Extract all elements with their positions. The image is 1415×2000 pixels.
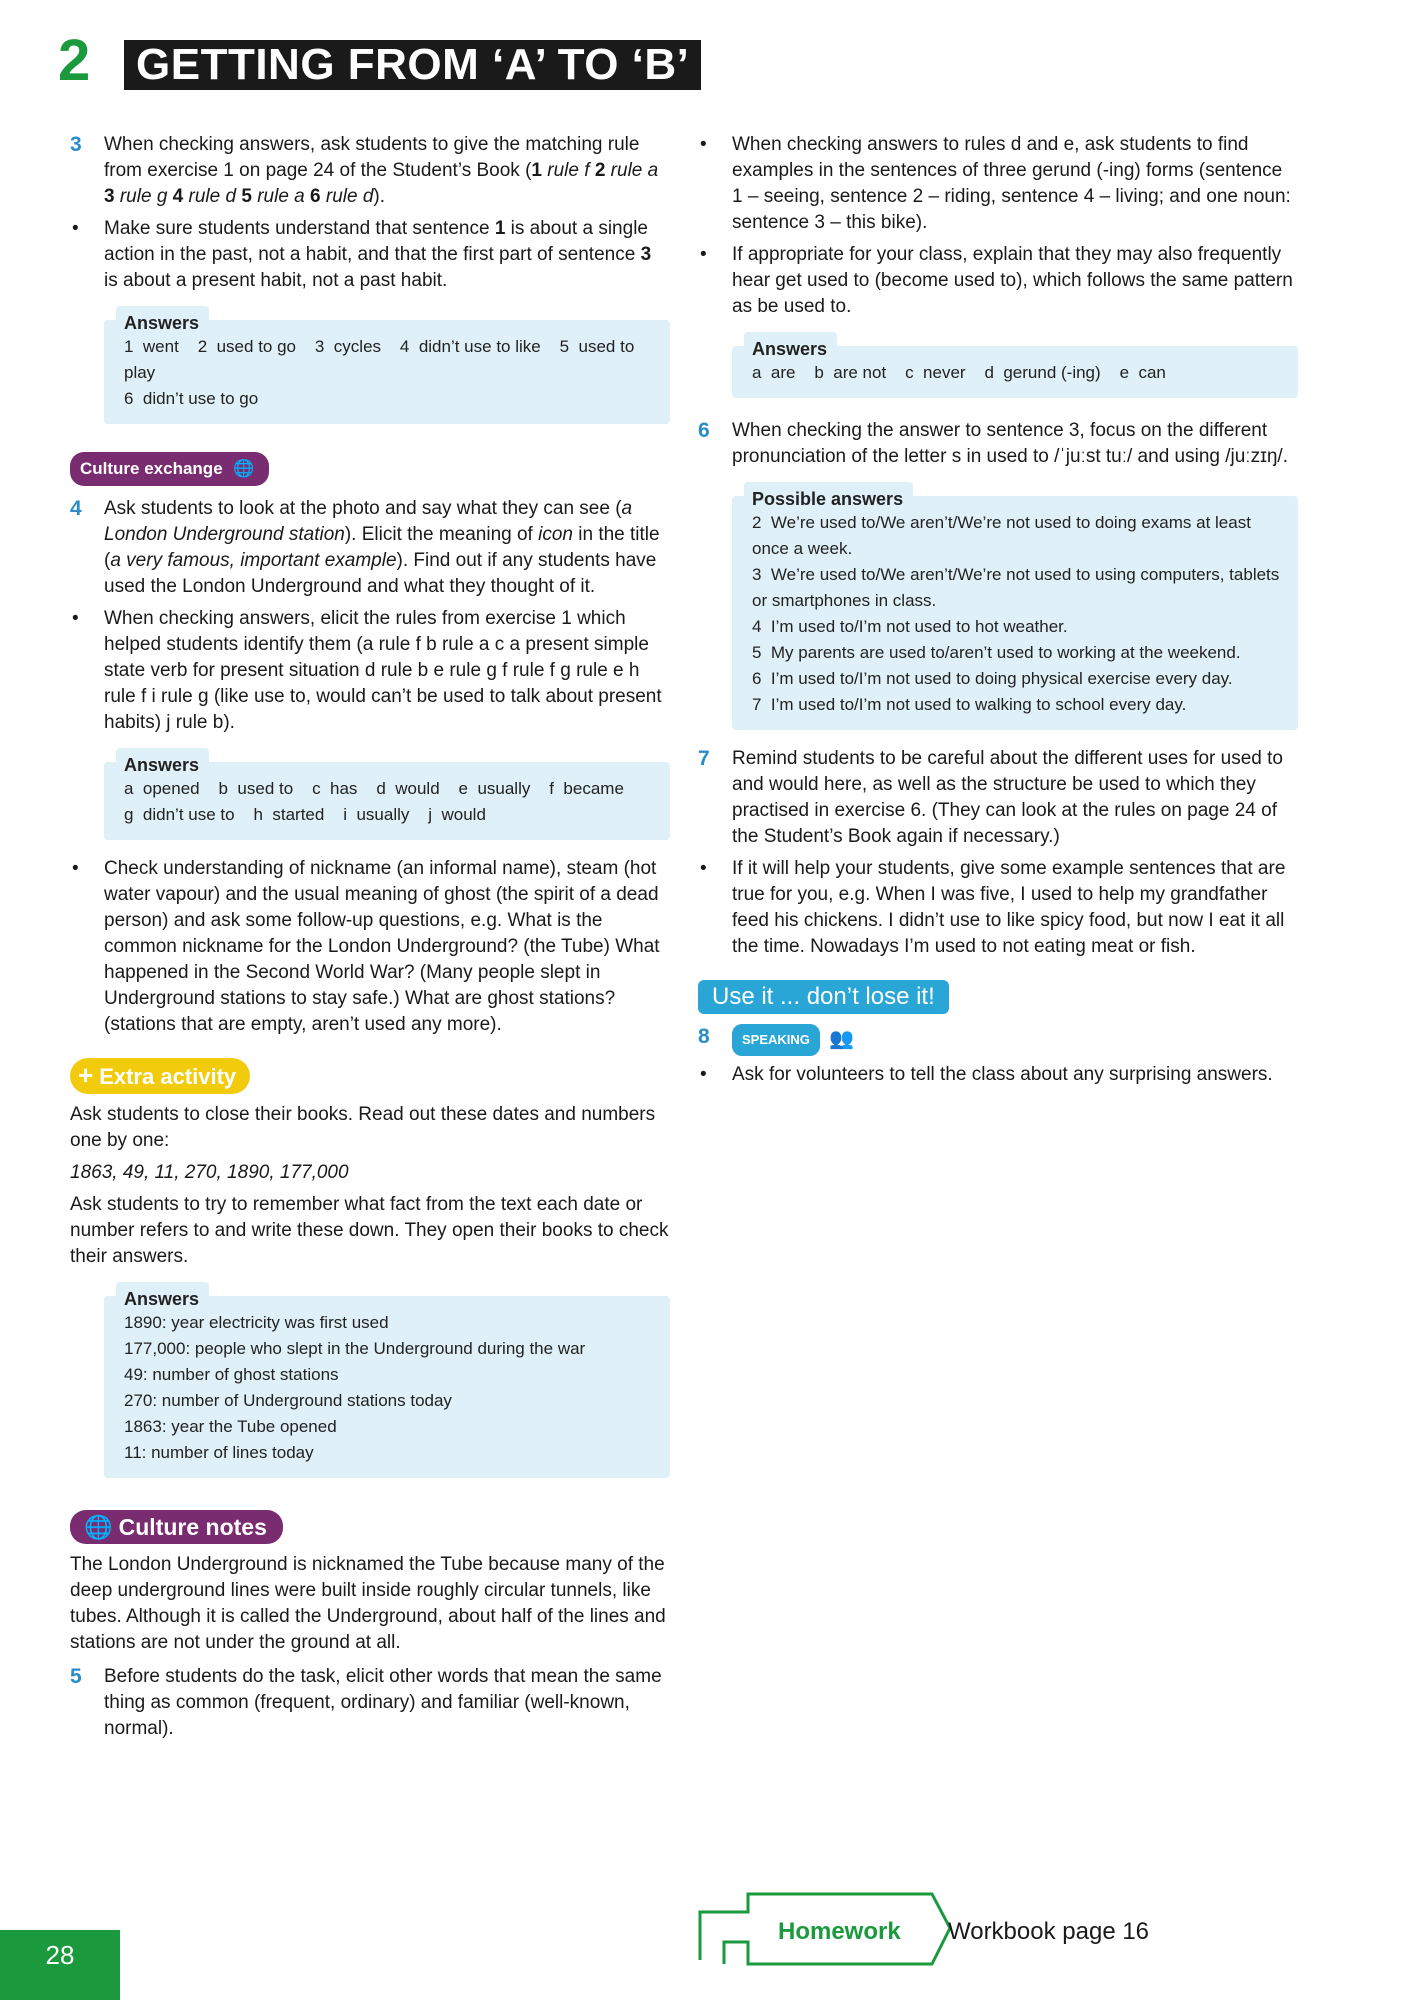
text-fragment: is about a single action in the past, not a habit, and that the first part of sentence (104, 218, 648, 265)
key-rule: rule f (547, 160, 595, 181)
rules-bullet: • If appropriate for your class, explain that they may also frequently hear get used to (become used to), which follows the same pattern as be used to. (698, 242, 1298, 320)
text-fragment: Ask students to look at the photo and say what they can see ( (104, 498, 622, 519)
exercise-number: 5 (70, 1665, 82, 1688)
exercise-6-text: When checking the answer to sentence 3, focus on the different pronunciation of the letter s in used to /ˈjuːst tuː/ and using /juːzɪŋ/. (732, 420, 1288, 467)
text-fragment: 1 (494, 218, 506, 239)
exercise-8-bullet: • Ask for volunteers to tell the class about any surprising answers. (698, 1062, 1298, 1088)
text-fragment: ). Find out if any students have used the London Underground and what they thought of it. (104, 550, 657, 597)
extra-activity-badge (70, 1058, 250, 1094)
text-fragment: icon (538, 524, 573, 545)
answers-line: 49: number of ghost stations (124, 1365, 339, 1384)
answers-title: Possible answers (744, 482, 913, 512)
homework-label: Homework (778, 1918, 901, 1945)
extra-activity-numbers: 1863, 49, 11, 270, 1890, 177,000 (70, 1162, 349, 1183)
answers-box (104, 313, 670, 424)
globe-icon: 🌐 (84, 1514, 113, 1540)
extra-activity-text: Ask students to close their books. Read out these dates and numbers one by one: (70, 1104, 656, 1151)
key-rule: rule a (257, 186, 311, 207)
exercise-4-check: • Check understanding of nickname (an informal name), steam (hot water vapour) and the usual meaning of ghost (the spirit of a dead person) and ask some follow-up questions, e.g. What is the common nickname for the London Underground? (the Tube) What happened in the Second World War? (Many people slept in Underground stations to stay safe.) What are ghost stations? (stations that are empty, aren’t used any more). (70, 856, 670, 1038)
answers-box (104, 1289, 670, 1478)
badge-label: Culture notes (118, 1514, 267, 1540)
exercise-3-bullet (70, 216, 670, 294)
exercise-number: 4 (70, 497, 82, 520)
answers-line: 270: number of Underground stations today (124, 1391, 452, 1410)
answers-title: Answers (744, 332, 837, 362)
culture-exchange-badge (70, 452, 269, 486)
culture-notes-badge (70, 1510, 283, 1544)
key-number: 3 (104, 186, 120, 207)
exercise-number: 8 (698, 1025, 710, 1048)
key-rule: rule d (188, 186, 242, 207)
exercise-7-text: Remind students to be careful about the different uses for used to and would here, as well as the structure be used to which they practised in exercise 6. (They can look at the rules on page 24 of the Student’s Book again if necessary.) (732, 748, 1283, 847)
key-number: 2 (594, 160, 611, 181)
text-fragment: ). Elicit the meaning of (344, 524, 539, 545)
badge-label: Culture exchange (80, 459, 223, 478)
badge-label: Extra activity (99, 1064, 237, 1089)
answers-title: Answers (116, 306, 209, 336)
answers-line: 6 I’m used to/I’m not used to doing physical exercise every day. (752, 669, 1233, 688)
answers-line: 4 I’m used to/I’m not used to hot weather. (752, 617, 1068, 636)
answers-line: 3 We’re used to/We aren’t/We’re not used to using computers, tablets or smartphones in class. (752, 565, 1285, 610)
answers-line: 6 didn’t use to go (124, 389, 259, 408)
extra-activity-text: Ask students to try to remember what fact from the text each date or number refers to and write these down. They open their books to check their answers. (70, 1194, 669, 1267)
answers-title: Answers (116, 1282, 209, 1312)
key-number: 5 (241, 186, 258, 207)
exercise-8 (698, 1024, 1298, 1056)
exercise-number: 3 (70, 133, 82, 156)
answers-line: 11: number of lines today (124, 1443, 314, 1462)
speaking-badge: SPEAKING (732, 1024, 820, 1056)
exercise-number: 7 (698, 747, 710, 770)
speaking-icon: 👥 (829, 1028, 855, 1051)
key-number: 1 (531, 160, 548, 181)
exercise-6 (698, 418, 1298, 470)
key-rule: rule d (325, 186, 374, 207)
answers-line: 1890: year electricity was first used (124, 1313, 389, 1332)
answers-line: a opened b used to c has d would e usually f became (124, 779, 624, 798)
left-column (70, 132, 670, 1748)
text-fragment: a London Underground station (104, 498, 633, 545)
exercise-5-text: Before students do the task, elicit other words that mean the same thing as common (frequent, ordinary) and familiar (well-known, normal). (104, 1666, 662, 1739)
answers-box (732, 489, 1298, 730)
culture-notes-text: The London Underground is nicknamed the Tube because many of the deep underground lines were built inside roughly circular tunnels, like tubes. Although it is called the Underground, about half of the lines and stations are not under the ground at all. (70, 1554, 666, 1653)
answers-line: 2 We’re used to/We aren’t/We’re not used to doing exams at least once a week. (752, 513, 1256, 558)
answers-line: 5 My parents are used to/aren’t used to working at the weekend. (752, 643, 1241, 662)
homework-banner (696, 1890, 1156, 1970)
plus-icon: + (78, 1060, 94, 1090)
answers-line: 7 I’m used to/I’m not used to walking to school every day. (752, 695, 1187, 714)
exercise-7 (698, 746, 1298, 850)
answers-line: 1 went 2 used to go 3 cycles 4 didn’t use to like 5 used to play (124, 337, 640, 382)
unit-title: GETTING FROM ‘A’ TO ‘B’ (124, 40, 701, 90)
answers-box (732, 339, 1298, 398)
key-number: 6 (310, 186, 326, 207)
use-it-badge: Use it ... don’t lose it! (698, 980, 949, 1014)
exercise-4-bullet: • When checking answers, elicit the rules from exercise 1 which helped students identify them (a rule f b rule a c a present simple state verb for present situation d rule b e rule g f rule f g rule e h rule f i rule g (like use to, would can’t be used to talk about present habits) j rule b). (70, 606, 670, 736)
key-rule: rule g (119, 186, 173, 207)
text-fragment: a very famous, important example (110, 550, 397, 571)
answers-box (104, 755, 670, 840)
answers-line: a are b are not c never d gerund (-ing) e can (752, 363, 1166, 382)
text-fragment: in the title ( (104, 524, 660, 571)
answers-line: 1863: year the Tube opened (124, 1417, 337, 1436)
exercise-number: 6 (698, 419, 710, 442)
page-number: 28 (0, 1930, 120, 2000)
answers-line: g didn’t use to h started i usually j would (124, 805, 486, 824)
text-fragment: is about a present habit, not a past habit. (104, 270, 448, 291)
exercise-7-bullet: • If it will help your students, give some example sentences that are true for you, e.g. When I was five, I used to help my grandfather feed his chickens. I didn’t use to like spicy food, but now I eat it all the time. Nowadays I’m used to not eating meat or fish. (698, 856, 1298, 960)
unit-number: 2 (58, 28, 91, 93)
rules-bullet: • When checking answers to rules d and e, ask students to find examples in the sentences of three gerund (-ing) forms (sentence 1 – seeing, sentence 2 – riding, sentence 4 – living; and one noun: sentence 3 – this bike). (698, 132, 1298, 236)
key-number: 4 (172, 186, 189, 207)
text-fragment: 3 (640, 244, 652, 265)
answers-title: Answers (116, 748, 209, 778)
globe-icon: 🌐 (233, 459, 255, 478)
key-rule: rule a (610, 160, 659, 181)
exercise-4 (70, 496, 670, 600)
homework-page: Workbook page 16 (948, 1918, 1150, 1945)
text-fragment: Make sure students understand that sentence (104, 218, 495, 239)
answers-line: 177,000: people who slept in the Underground during the war (124, 1339, 586, 1358)
right-column (698, 132, 1298, 1094)
exercise-3: 3 When checking answers, ask students to give the matching rule from exercise 1 on page 24 of the Student’s Book (1 rule f 2 rule a 3 rule g 4 rule d 5 rule a 6 rule d). (70, 133, 659, 207)
exercise-3-intro: When checking answers, ask students to give the matching rule from exercise 1 on page 24 of the Student’s Book ( (104, 134, 640, 181)
exercise-5 (70, 1664, 670, 1742)
